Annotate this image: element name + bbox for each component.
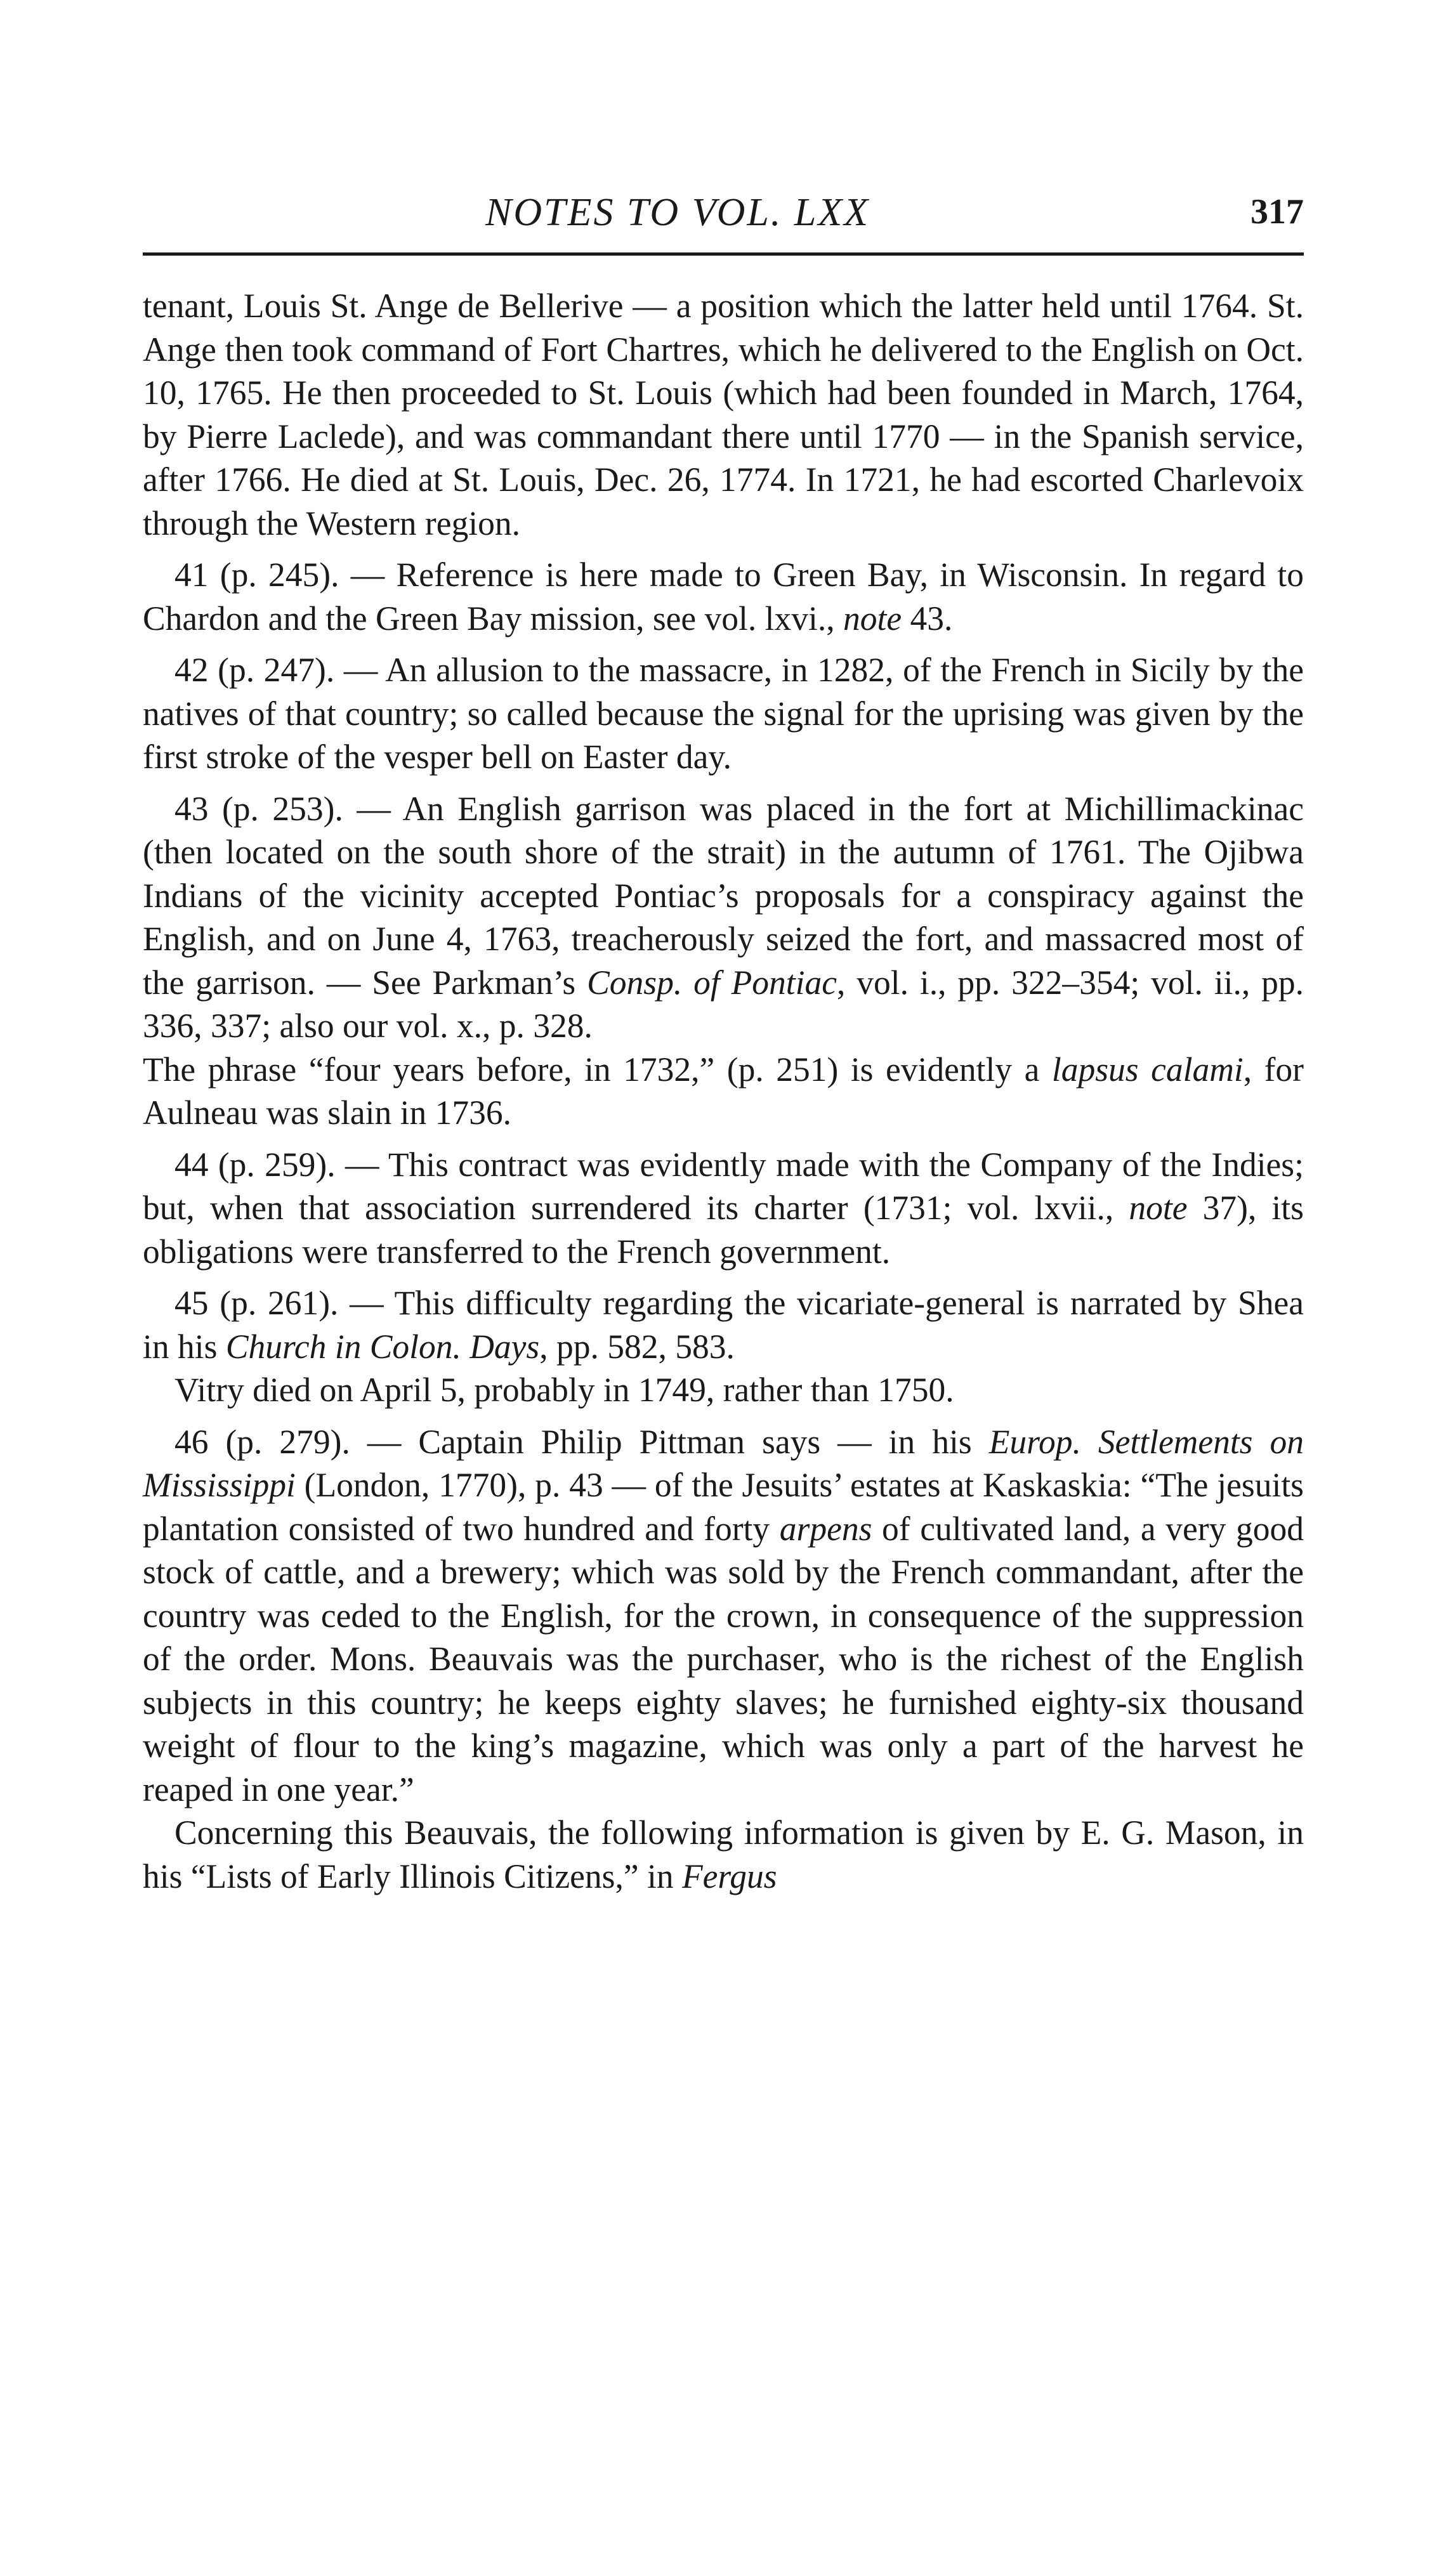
note-paragraph xyxy=(143,1420,1304,1812)
italic-text: Church in Colon. Days xyxy=(225,1327,540,1366)
text-run: The phrase “four years before, in 1732,” (p. 251) is evidently a xyxy=(143,1050,1052,1089)
text-run: Concerning this Beauvais, the following information is given by E. G. Mason, in his “Lists of Early Illinois Citizens,” in xyxy=(143,1814,1304,1895)
note-paragraph xyxy=(143,1811,1304,1898)
note-paragraph xyxy=(143,1281,1304,1368)
text-run: 46 (p. 279). — Captain Philip Pittman says — in his xyxy=(174,1422,989,1461)
text-run: of cultivated land, a very good stock of cattle, and a brewery; which was sold by the French commandant, after the country was ceded to the English, for the crown, in consequence of the suppression of the order. Mons. Beauvais was the purchaser, who is the richest of the English subjects in this country; he keeps eighty slaves; he furnished eighty-six thousand weight of flour to the king’s magazine, which was only a part of the harvest he reaped in one year.” xyxy=(143,1509,1304,1808)
text-run: (London, 1770), p. 43 — of the Jesuits’ estates at Kaskaskia: “The jesuits plantation consisted of two hundred and forty xyxy=(143,1466,1304,1548)
notes-text xyxy=(143,284,1304,1906)
text-run: 37), its obligations were transferred to the French government. xyxy=(143,1189,1304,1271)
italic-text: Fergus xyxy=(681,1857,777,1895)
text-run: 44 (p. 259). — This contract was evidently made with the Company of the Indies; but, when that association surrendered its charter (1731; vol. lxvii., xyxy=(143,1145,1304,1227)
page-number: 317 xyxy=(1250,192,1304,232)
header-rule xyxy=(143,252,1304,256)
italic-text: arpens xyxy=(779,1509,872,1548)
text-run: 42 (p. 247). — An allusion to the massacre, in 1282, of the French in Sicily by the natives of that country; so called because the signal for the uprising was given by the first stroke of the vesper bell on Easter day. xyxy=(143,651,1304,776)
text-run: 41 (p. 245). — Reference is here made to Green Bay, in Wisconsin. In regard to Chardon and the Green Bay mission, see vol. lxvi., xyxy=(143,556,1304,637)
italic-text: note xyxy=(843,599,902,637)
note-paragraph xyxy=(143,787,1304,1048)
page-header xyxy=(143,184,1304,254)
italic-text: Europ. Settlements on Mississippi xyxy=(143,1422,1304,1504)
text-run: 43. xyxy=(902,599,953,637)
running-head: NOTES TO VOL. LXX xyxy=(485,191,870,234)
italic-text: Consp. of Pontiac xyxy=(587,963,837,1002)
note-paragraph xyxy=(143,1048,1304,1135)
text-run: , for Aulneau was slain in 1736. xyxy=(143,1050,1304,1132)
note-paragraph xyxy=(143,284,1304,545)
text-run: tenant, Louis St. Ange de Bellerive — a position which the latter held until 1764. St. Ange then took command of Fort Chartres, which he delivered to the English on Oct. 10, 1765. He then proceeded to St. Louis (which had been founded in March, 1764, by Pierre Laclede), and was commandant there until 1770 — in the Spanish service, after 1766. He died at St. Louis, Dec. 26, 1774. In 1721, he had escorted Charlevoix through the Western region. xyxy=(143,287,1304,542)
note-paragraph xyxy=(143,1143,1304,1274)
text-run: , vol. i., pp. 322–354; vol. ii., pp. 336, 337; also our vol. x., p. 328. xyxy=(143,963,1304,1045)
text-run: 43 (p. 253). — An English garrison was placed in the fort at Michillimackinac (then located on the south shore of the strait) in the autumn of 1761. The Ojibwa Indians of the vicinity accepted Pontiac’s proposals for a conspiracy against the English, and on June 4, 1763, treacherously seized the fort, and massacred most of the garrison. — See Parkman’s xyxy=(143,789,1304,1002)
text-run: 45 (p. 261). — This difficulty regarding the vicariate-general is narrated by Shea in his xyxy=(143,1284,1304,1366)
note-paragraph xyxy=(143,648,1304,779)
note-paragraph xyxy=(143,1368,1304,1412)
text-run: , pp. 582, 583. xyxy=(539,1327,735,1366)
note-paragraph xyxy=(143,553,1304,640)
text-run: Vitry died on April 5, probably in 1749, rather than 1750. xyxy=(174,1371,954,1409)
italic-text: lapsus calami xyxy=(1051,1050,1244,1089)
italic-text: note xyxy=(1129,1189,1188,1227)
